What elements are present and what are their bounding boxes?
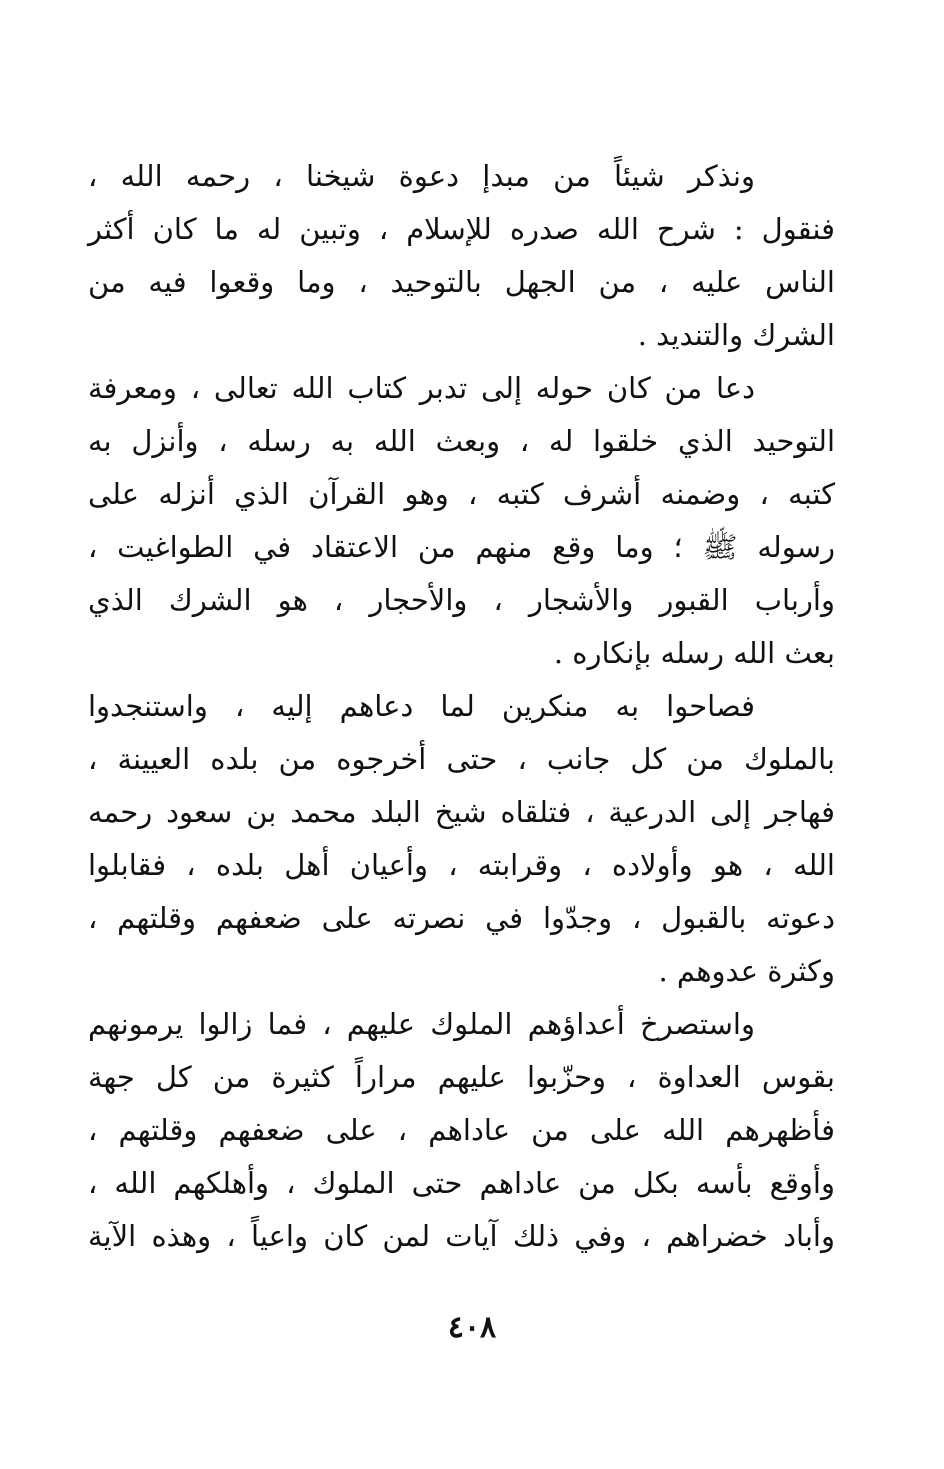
- text-line: واستصرخ أعداؤهم الملوك عليهم ، فما زالوا يرمونهم: [88, 1007, 755, 1041]
- body-text: [88, 150, 835, 1263]
- text-line: كتبه ، وضمنه أشرف كتبه ، وهو القرآن الذي أنزله على: [88, 477, 835, 511]
- page-number: ٤٠٨: [447, 1310, 497, 1345]
- text-line: وأرباب القبور والأشجار ، والأحجار ، هو الشرك الذي: [88, 583, 835, 617]
- text-line: وأوقع بأسه بكل من عاداهم حتى الملوك ، وأهلكهم الله ،: [88, 1166, 835, 1200]
- text-line: التوحيد الذي خلقوا له ، وبعث الله به رسله ، وأنزل به: [88, 424, 835, 458]
- text-line: وأباد خضراهم ، وفي ذلك آيات لمن كان واعياً ، وهذه الآية: [88, 1219, 835, 1253]
- text-line: الله ، هو وأولاده ، وقرابته ، وأعيان أهل بلده ، فقابلوا: [88, 848, 835, 882]
- text-line: وكثرة عدوهم .: [658, 954, 835, 988]
- text-line: رسوله ﷺ ؛ وما وقع منهم من الاعتقاد في الطواغيت ،: [88, 530, 835, 564]
- text-line: الناس عليه ، من الجهل بالتوحيد ، وما وقعوا فيه من: [88, 265, 835, 299]
- text-line: فهاجر إلى الدرعية ، فتلقاه شيخ البلد محمد بن سعود رحمه: [88, 795, 835, 829]
- text-line: بعث الله رسله بإنكاره .: [553, 636, 835, 670]
- text-line: فنقول : شرح الله صدره للإسلام ، وتبين له ما كان أكثر: [88, 212, 835, 246]
- text-line: بالملوك من كل جانب ، حتى أخرجوه من بلده العيينة ،: [88, 742, 835, 776]
- text-line: دعا من كان حوله إلى تدبر كتاب الله تعالى ، ومعرفة: [88, 371, 755, 405]
- text-line: فأظهرهم الله على من عاداهم ، على ضعفهم وقلتهم ،: [88, 1113, 835, 1147]
- text-line: الشرك والتنديد .: [637, 318, 835, 352]
- text-line: دعوته بالقبول ، وجدّوا في نصرته على ضعفهم وقلتهم ،: [88, 901, 835, 935]
- text-line: ونذكر شيئاً من مبدإ دعوة شيخنا ، رحمه الله ،: [88, 159, 755, 193]
- text-line: بقوس العداوة ، وحزّبوا عليهم مراراً كثيرة من كل جهة: [88, 1060, 835, 1094]
- text-line: فصاحوا به منكرين لما دعاهم إليه ، واستنجدوا: [88, 689, 755, 723]
